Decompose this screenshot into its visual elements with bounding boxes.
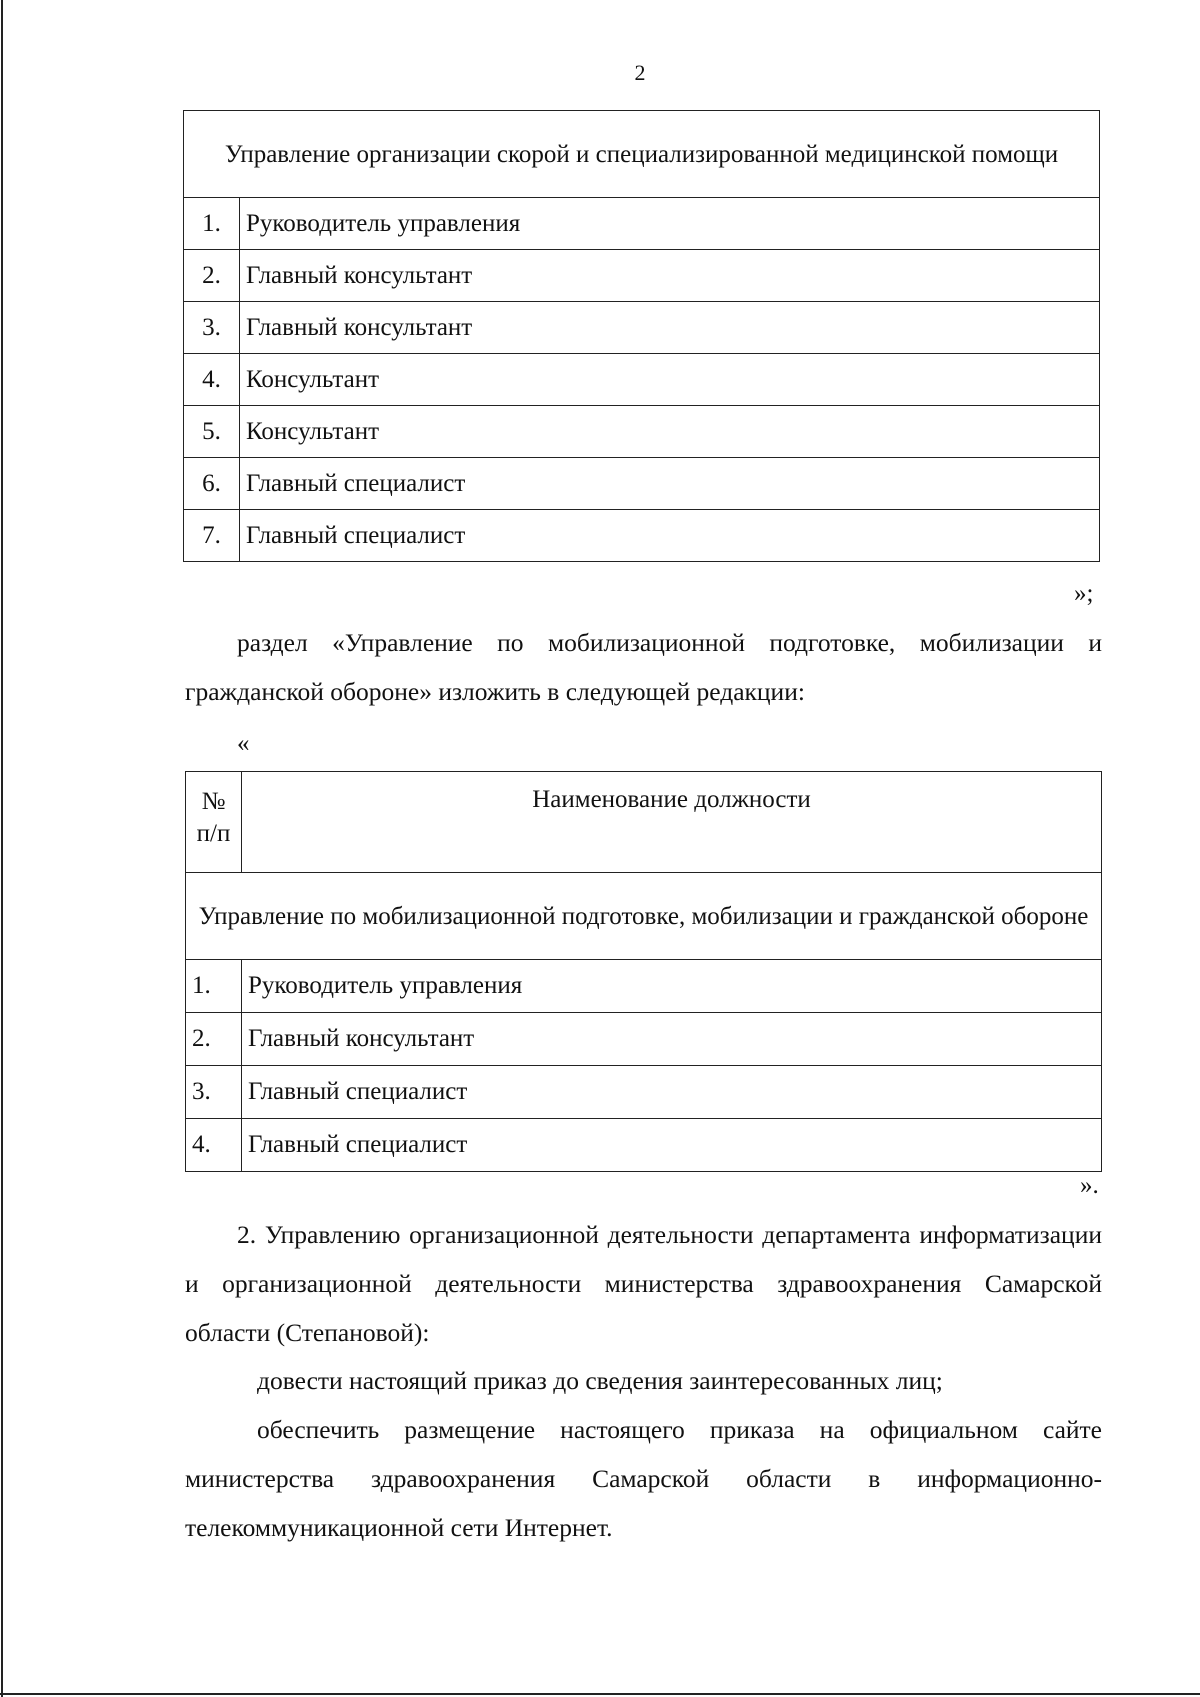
row-number: 1. [184,198,240,250]
position-title: Главный специалист [242,1119,1102,1172]
header-number: № п/п [186,772,242,873]
table-row [184,458,1100,510]
section-header-row [184,111,1100,198]
item-2-subitem-2: обеспечить размещение настоящего приказа на официальном сайте министерства здравоохранения Самарской области в информационно-телекоммуникационной сети Интернет. [185,1415,1102,1542]
positions-table-mobilization [185,771,1102,1172]
row-number: 2. [184,250,240,302]
table-row [184,510,1100,562]
table-row [184,354,1100,406]
position-title: Консультант [240,354,1100,406]
table-row [184,198,1100,250]
position-title: Главный консультант [242,1013,1102,1066]
table-row [184,250,1100,302]
row-number: 7. [184,510,240,562]
row-number: 2. [186,1013,242,1066]
table-row [186,1066,1102,1119]
section-header-row [186,873,1102,960]
item-2-paragraph: 2. Управлению организационной деятельности департамента информатизации и организационной деятельности министерства здравоохранения Самарской области (Степановой): [185,1220,1102,1347]
table-row [184,302,1100,354]
intro-paragraph: раздел «Управление по мобилизационной подготовке, мобилизации и гражданской обороне» изложить в следующей редакции: [185,628,1102,706]
scan-edge-left [1,0,3,1697]
row-number: 1. [186,960,242,1013]
row-number: 3. [186,1066,242,1119]
position-title: Руководитель управления [242,960,1102,1013]
row-number: 4. [184,354,240,406]
scan-edge-bottom [0,1693,1200,1695]
table-header-row [186,772,1102,873]
position-title: Главный консультант [240,302,1100,354]
closing-quote-1: »; [1074,580,1094,607]
header-title: Наименование должности [242,772,1102,873]
position-title: Руководитель управления [240,198,1100,250]
item-2-subitem-1: довести настоящий приказ до сведения заинтересованных лиц; [257,1366,943,1395]
section-title: Управление по мобилизационной подготовке, мобилизации и гражданской обороне [186,873,1102,960]
position-title: Главный специалист [240,458,1100,510]
positions-table-emergency [183,110,1100,562]
table-row [186,960,1102,1013]
open-quote: « [237,730,250,757]
section-title: Управление организации скорой и специализированной медицинской помощи [184,111,1100,198]
row-number: 5. [184,406,240,458]
table-row [186,1013,1102,1066]
row-number: 4. [186,1119,242,1172]
position-title: Консультант [240,406,1100,458]
closing-quote-2: ». [1080,1172,1099,1199]
page-number: 2 [634,60,646,85]
position-title: Главный специалист [240,510,1100,562]
row-number: 3. [184,302,240,354]
position-title: Главный специалист [242,1066,1102,1119]
position-title: Главный консультант [240,250,1100,302]
table-row [186,1119,1102,1172]
row-number: 6. [184,458,240,510]
table-row [184,406,1100,458]
